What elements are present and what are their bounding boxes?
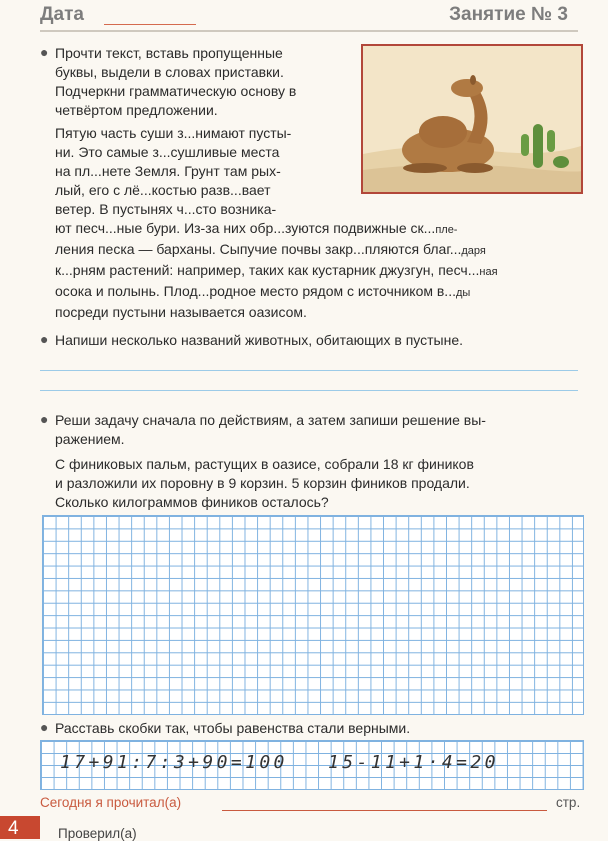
reading-log-field[interactable] [222, 810, 547, 811]
instruction-line: Подчеркни грамматическую основу в [55, 83, 297, 99]
checked-by-label: Проверил(а) [58, 826, 137, 841]
equation-1: 17+91:7:3+90=100 [60, 752, 288, 773]
hyphen-suffix: даря [461, 245, 486, 257]
solution-grid[interactable] [42, 515, 584, 715]
instruction-line: ражением. [55, 431, 125, 447]
task-bullet-4: ● [40, 719, 49, 735]
date-field[interactable] [104, 24, 196, 25]
task1-instruction [55, 44, 296, 120]
text-line: на пл...нете Земля. Грунт там рых- [55, 163, 281, 179]
text-line: ления песка — барханы. Сыпучие почвы закр...пляются благ...даря [55, 241, 486, 257]
page-number: 4 [8, 818, 19, 839]
equation-2: 15-11+1·4=20 [328, 752, 499, 773]
problem-line: С финиковых пальм, растущих в оазисе, собрали 18 кг фиников [55, 456, 474, 472]
hyphen-suffix: пле- [435, 224, 458, 236]
problem-line: Сколько килограммов фиников осталось? [55, 494, 329, 510]
answer-line-1[interactable] [40, 370, 578, 371]
reading-log-label: Сегодня я прочитал(а) [40, 795, 182, 810]
task1-text-wide [55, 219, 498, 322]
task-bullet-1: ● [40, 44, 49, 60]
text-line: Пятую часть суши з...нимают пусты- [55, 125, 292, 141]
page-number-badge [0, 816, 40, 839]
camel-illustration [361, 44, 583, 194]
pages-label: стр. [556, 795, 581, 810]
problem-line: и разложили их поровну в 9 корзин. 5 корзин фиников продали. [55, 475, 470, 491]
hyphen-suffix: ная [479, 266, 498, 278]
answer-line-2[interactable] [40, 390, 578, 391]
task2-instruction: Напиши несколько названий животных, обитающих в пустыне. [55, 332, 464, 348]
task3-instruction [55, 411, 486, 449]
task1-text-narrow [55, 124, 291, 219]
text-line: лый, его с лё...костью разв...вает [55, 182, 271, 198]
task-bullet-3: ● [40, 411, 49, 427]
instruction-line: Реши задачу сначала по действиям, а затем запиши решение вы- [55, 412, 486, 428]
task4-instruction: Расставь скобки так, чтобы равенства стали верными. [55, 720, 411, 736]
instruction-line: Прочти текст, вставь пропущенные [55, 45, 283, 61]
instruction-line: буквы, выдели в словах приставки. [55, 64, 284, 80]
task3-problem [55, 455, 474, 512]
text-line: посреди пустыни называется оазисом. [55, 304, 307, 320]
hyphen-suffix: ды [455, 287, 471, 299]
text-line: ветер. В пустынях ч...сто возника- [55, 201, 277, 217]
text-line: ни. Это самые з...сушливые места [55, 144, 280, 160]
page-header [0, 0, 608, 34]
header-divider [40, 30, 578, 32]
text-line: к...рням растений: например, таких как кустарник джузгун, песч...ная [55, 262, 498, 278]
text-line: ют песч...ные бури. Из-за них обр...зуются подвижные ск...пле- [55, 220, 458, 236]
date-label: Дата [40, 4, 84, 25]
task-bullet-2: ● [40, 331, 49, 347]
text-line: осока и полынь. Плод...родное место рядом с источником в...ды [55, 283, 471, 299]
camel-icon [363, 46, 581, 192]
lesson-title: Занятие № 3 [449, 4, 568, 25]
instruction-line: четвёртом предложении. [55, 102, 218, 118]
